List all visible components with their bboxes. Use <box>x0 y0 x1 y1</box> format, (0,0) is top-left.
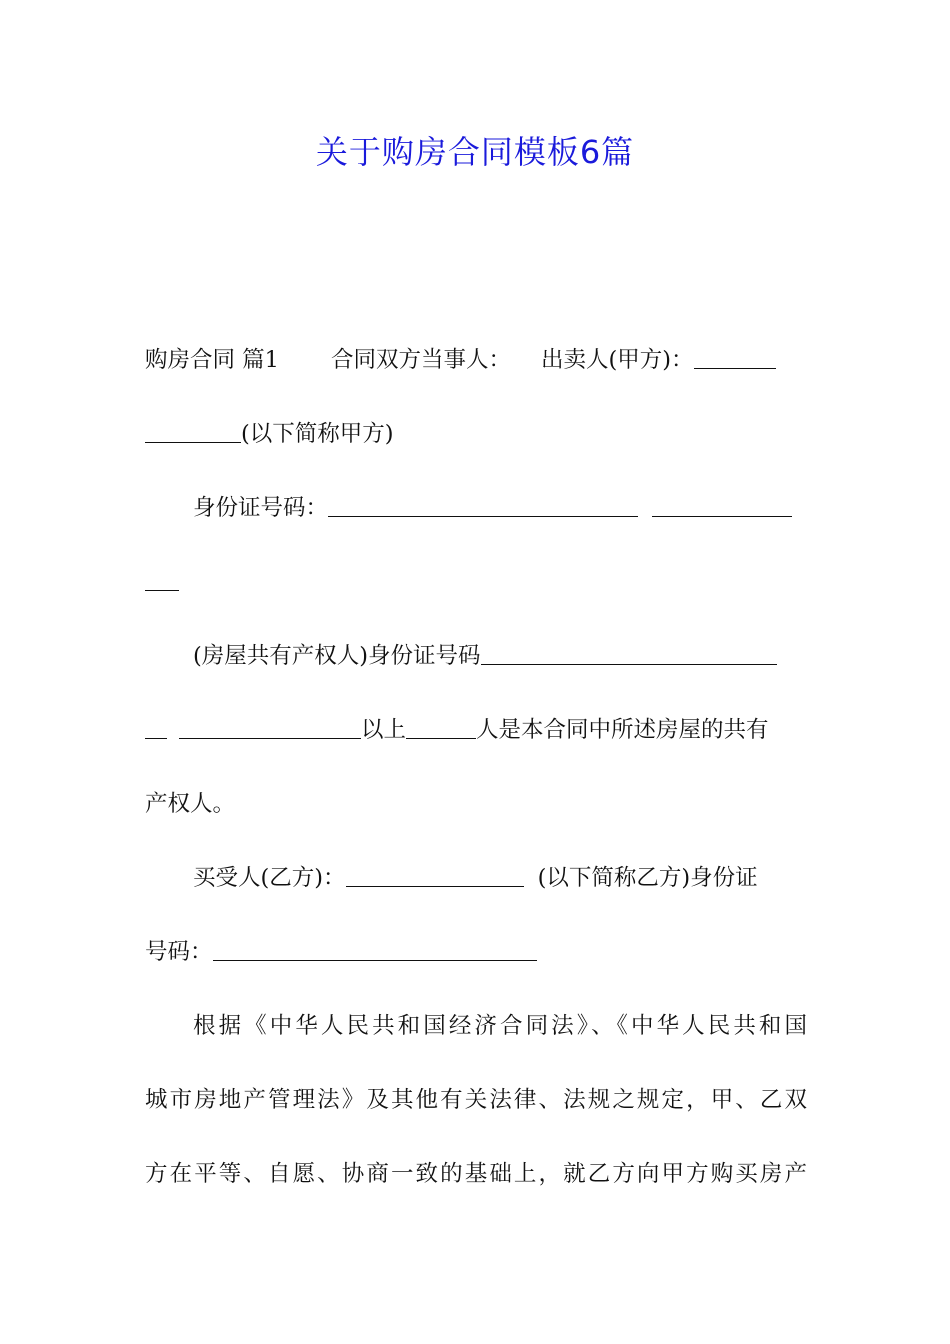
line-buyer <box>145 860 807 896</box>
line-seller-id-cont <box>145 564 807 600</box>
line-seller-id <box>145 490 807 526</box>
seller-name-blank[interactable] <box>694 344 776 369</box>
line-buyer-id <box>145 934 807 970</box>
seller-label: 出卖人(甲方)： <box>540 347 694 373</box>
coowner-names-blank[interactable] <box>179 714 361 739</box>
coowner-statement-end: 产权人。 <box>145 791 236 817</box>
seller-id-blank-cont[interactable] <box>145 566 179 591</box>
parties-label: 合同双方当事人： <box>330 347 511 373</box>
coowner-statement: 人是本合同中所述房屋的共有 <box>476 717 769 743</box>
document-title: 关于购房合同模板6篇 <box>315 133 635 171</box>
buyer-id-label: 号码： <box>145 939 213 965</box>
paragraph-line-3: 方在平等、自愿、协商一致的基础上，就乙方向甲方购买房产 <box>145 1161 807 1187</box>
buyer-label: 买受人(乙方)： <box>193 865 346 891</box>
paragraph-line-1: 根据《中华人民共和国经济合同法》、《中华人民共和国 <box>193 1013 807 1039</box>
coowner-id-label: (房屋共有产权人)身份证号码 <box>193 643 481 669</box>
line-coowner-id <box>145 638 807 674</box>
coowner-id-blank-cont[interactable] <box>145 714 167 739</box>
coowner-count-blank[interactable] <box>406 714 476 739</box>
line-parties <box>145 342 807 378</box>
buyer-id-blank[interactable] <box>213 936 537 961</box>
seller-id-blank-2[interactable] <box>652 492 792 517</box>
line-coowners <box>145 712 807 748</box>
seller-name-blank-cont[interactable] <box>145 418 241 443</box>
above-text: 以上 <box>361 717 407 743</box>
seller-id-blank[interactable] <box>328 492 638 517</box>
line-seller-abbr <box>145 416 807 452</box>
line-coowner-end <box>145 786 807 822</box>
id-label: 身份证号码： <box>193 495 329 521</box>
section-heading: 购房合同 篇1 <box>145 347 279 373</box>
buyer-abbr-text: (以下简称乙方)身份证 <box>537 865 758 891</box>
buyer-name-blank[interactable] <box>346 862 524 887</box>
seller-abbr-text: (以下简称甲方) <box>241 421 394 447</box>
paragraph-line-2: 城市房地产管理法》及其他有关法律、法规之规定，甲、乙双 <box>145 1087 807 1113</box>
coowner-id-blank[interactable] <box>481 640 777 665</box>
